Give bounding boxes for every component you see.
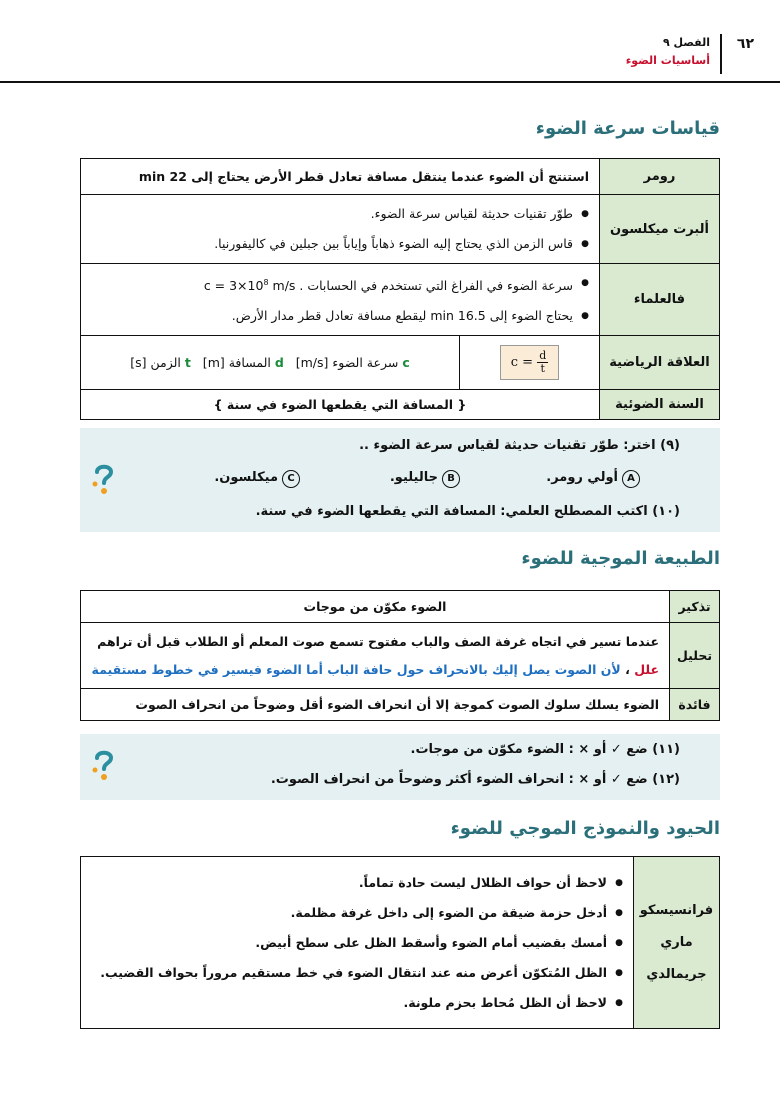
- analysis-reason: [91, 656, 659, 684]
- diffraction-table: [80, 856, 720, 1029]
- table-row: [81, 689, 720, 721]
- formula-lhs: c =: [510, 355, 534, 371]
- wave-nature-table: [80, 590, 720, 721]
- analysis-text: عندما تسير في اتجاه غرفة الصف والباب مفتوح تسمع صوت المعلم أو الطلاب قبل أن تراهم: [97, 633, 659, 649]
- list-item: [91, 268, 589, 301]
- table-row: [81, 195, 720, 264]
- option-a[interactable]: [546, 470, 640, 488]
- table-row: [81, 591, 720, 623]
- option-b[interactable]: [390, 470, 460, 488]
- fraction-denominator: t: [540, 362, 545, 376]
- symbol-d: d: [274, 355, 284, 371]
- grimaldi-line-3: جريمالدي: [646, 966, 707, 982]
- chapter-label: الفصل ٩: [662, 36, 710, 49]
- analysis-content: [81, 623, 670, 689]
- symbol-c: c: [402, 355, 410, 371]
- row-label-grimaldi: [634, 857, 720, 1029]
- speed-exponent: 8: [263, 278, 269, 287]
- reminder-text: الضوء مكوّن من موجات: [81, 591, 670, 623]
- reason-keyword: علل: [634, 661, 659, 677]
- question-mark-icon: [90, 748, 118, 784]
- symbol-c-desc: سرعة الضوء [m/s]: [295, 355, 399, 371]
- grimaldi-line-2: ماري: [660, 934, 693, 950]
- speed-measurements-table: [80, 158, 720, 420]
- grimaldi-line-1: فرانسيسكو: [639, 902, 714, 918]
- symbol-d-desc: المسافة [m]: [202, 355, 271, 371]
- row-label-analysis: تحليل: [670, 623, 720, 689]
- table-row: [81, 159, 720, 195]
- list-item: ● الظل المُتكوّن أعرض منه عند انتقال الضوء في خط مستقيم مروراً بحواف القضيب.: [91, 958, 623, 988]
- row-label-roemer: رومر: [600, 159, 720, 195]
- speed-unit: m/s .: [268, 278, 304, 294]
- row-label-scientists: فالعلماء: [600, 264, 720, 336]
- michelson-content: [81, 195, 600, 264]
- row-label-reminder: تذكير: [670, 591, 720, 623]
- option-b-marker: B: [442, 470, 460, 488]
- section-title-speed-of-light: قياسات سرعة الضوء: [535, 118, 720, 139]
- option-c-marker: C: [282, 470, 300, 488]
- question-mark-icon: [90, 462, 118, 498]
- option-a-text: أولي رومر.: [546, 470, 618, 485]
- list-item: ● لاحظ أن حواف الظلال ليست حادة تماماً.: [91, 868, 623, 898]
- option-b-text: جاليليو.: [389, 470, 438, 485]
- lightyear-definition: { المسافة التي يقطعها الضوء في سنة }: [81, 390, 600, 420]
- header-rule: [0, 81, 780, 83]
- table-row: [81, 264, 720, 336]
- scientists-content: [81, 264, 600, 336]
- reason-separator: ،: [620, 661, 635, 677]
- table-row: [81, 623, 720, 689]
- table-row: [81, 336, 720, 390]
- option-c[interactable]: [214, 470, 300, 488]
- option-c-text: ميكلسون.: [214, 470, 278, 485]
- formula-cell: [460, 336, 600, 390]
- speed-value: c = 3×10: [203, 278, 264, 294]
- speed-text: سرعة الضوء في الفراغ التي تستخدم في الحسابات: [307, 278, 573, 294]
- section-title-diffraction: الحيود والنموذج الموجي للضوء: [450, 818, 720, 839]
- question-12: (١٢) ضع ✓ أو × : انحراف الضوء أكثر وضوحاً من انحراف الصوت.: [270, 772, 680, 787]
- speed-formula: [204, 278, 304, 293]
- section-title-wave-nature: الطبيعة الموجية للضوء: [521, 548, 720, 569]
- row-label-michelson: ألبرت ميكلسون: [600, 195, 720, 264]
- header-divider: [720, 34, 722, 74]
- formula-box: [500, 345, 560, 380]
- page-header: [0, 30, 780, 82]
- roemer-text: استنتج أن الضوء عندما ينتقل مسافة تعادل قطر الأرض يحتاج إلى 22 min: [81, 159, 600, 195]
- reason-text: لأن الصوت يصل إليك بالانحراف حول حافة الباب أما الضوء فيسير في خطوط مستقيمة: [91, 661, 621, 677]
- list-item: ● أمسك بقضيب أمام الضوء وأسقط الظل على سطح أبيض.: [91, 928, 623, 958]
- list-item: ● قاس الزمن الذي يحتاج إليه الضوء ذهاباً وإياباً بين جبلين في كاليفورنيا.: [91, 229, 589, 259]
- question-9: (٩) اختر: طوّر تقنيات حديثة لقياس سرعة الضوء ..: [359, 438, 680, 453]
- table-row: [81, 857, 720, 1029]
- table-row: [81, 390, 720, 420]
- benefit-text: الضوء يسلك سلوك الصوت كموجة إلا أن انحراف الضوء أقل وضوحاً من انحراف الصوت: [81, 689, 670, 721]
- list-item: ● لاحظ أن الظل مُحاط بحزم ملونة.: [91, 988, 623, 1018]
- list-item: ● أدخل حزمة ضيقة من الضوء إلى داخل غرفة مظلمة.: [91, 898, 623, 928]
- row-label-lightyear: السنة الضوئية: [600, 390, 720, 420]
- chapter-title: أساسيات الضوء: [625, 54, 710, 67]
- page-number: ٦٢: [736, 36, 754, 52]
- row-label-math: العلاقة الرياضية: [600, 336, 720, 390]
- option-a-marker: A: [622, 470, 640, 488]
- symbol-t: t: [184, 355, 191, 371]
- list-item: ● يحتاج الضوء إلى 16.5 min ليقطع مسافة تعادل قطر مدار الأرض.: [91, 301, 589, 331]
- question-10: (١٠) اكتب المصطلح العلمي: المسافة التي يقطعها الضوء في سنة.: [255, 504, 680, 519]
- question-11: (١١) ضع ✓ أو × : الضوء مكوّن من موجات.: [410, 742, 680, 757]
- formula-fraction: [537, 350, 548, 375]
- grimaldi-content: [81, 857, 634, 1029]
- symbol-t-desc: الزمن [s]: [130, 355, 181, 371]
- question-box-1: [80, 428, 720, 532]
- fraction-numerator: d: [539, 349, 547, 363]
- row-label-benefit: فائدة: [670, 689, 720, 721]
- question-box-2: [80, 734, 720, 800]
- formula-legend: [81, 336, 460, 390]
- list-item: ● طوّر تقنيات حديثة لقياس سرعة الضوء.: [91, 199, 589, 229]
